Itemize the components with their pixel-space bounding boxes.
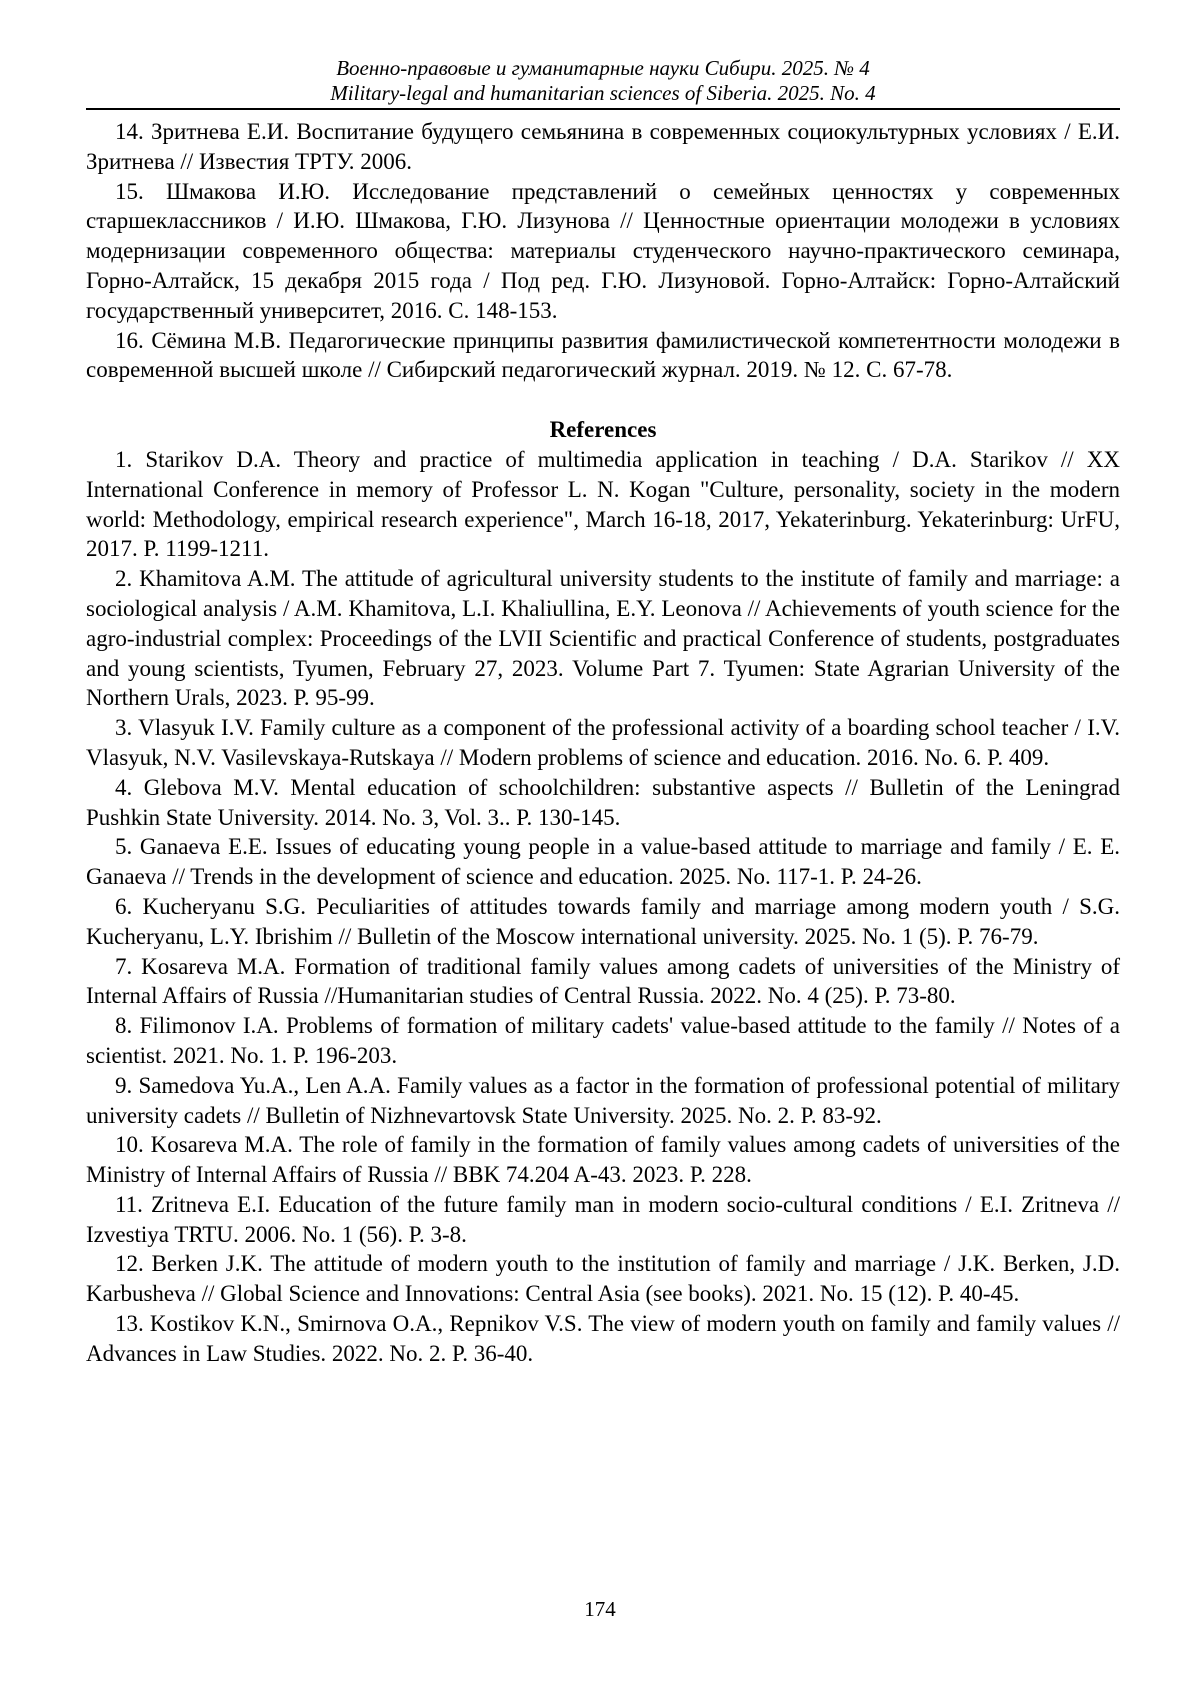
en-reference-8: 8. Filimonov I.A. Problems of formation of military cadets' value-based attitude to the family // Notes of a scientist. 2021. No. 1. P. 196-203.	[86, 1013, 1120, 1068]
en-reference-9: 9. Samedova Yu.A., Len A.A. Family values as a factor in the formation of professional potential of military university cadets // Bulletin of Nizhnevartovsk State University. 2025. No. 2. P. 83-92.	[86, 1072, 1120, 1128]
ru-reference-14: 14. Зритнева Е.И. Воспитание будущего семьянина в современных социокультурных условиях / Е.И. Зритнева // Известия ТРТУ. 2006.	[86, 119, 1120, 174]
en-reference-2: 2. Khamitova A.M. The attitude of agricultural university students to the institute of family and marriage: a sociological analysis / A.M. Khamitova, L.I. Khaliullina, E.Y. Leonova // Achievements of youth science for the agro-industrial complex: Proceedings of the LVII Scientific and practical Conference of students, postgraduates and young scientists, Tyumen, February 27, 2023. Volume Part 7. Tyumen: State Agrarian University of the Northern Urals, 2023. P. 95-99.	[86, 566, 1120, 711]
header-title-ru: Военно-правовые и гуманитарные науки Сибири. 2025. № 4	[336, 56, 870, 80]
references-heading: References	[549, 417, 657, 443]
en-reference-3: 3. Vlasyuk I.V. Family culture as a component of the professional activity of a boarding school teacher / I.V. Vlasyuk, N.V. Vasilevskaya-Rutskaya // Modern problems of science and education. 2016. No. 6. P. 409.	[86, 715, 1120, 770]
en-reference-7: 7. Kosareva M.A. Formation of traditional family values among cadets of universities of the Ministry of Internal Affairs of Russia //Humanitarian studies of Central Russia. 2022. No. 4 (25). P. 73-80.	[86, 953, 1120, 1009]
en-reference-10: 10. Kosareva M.A. The role of family in the formation of family values among cadets of universities of the Ministry of Internal Affairs of Russia // BBK 74.204 A-43. 2023. P. 228.	[86, 1132, 1120, 1188]
page-number: 174	[584, 1597, 616, 1621]
running-header	[86, 56, 1120, 106]
page-body	[86, 117, 1120, 1369]
header-rule	[86, 108, 1120, 110]
en-reference-12: 12. Berken J.K. The attitude of modern youth to the institution of family and marriage / J.K. Berken, J.D. Karbusheva // Global Science and Innovations: Central Asia (see books). 2021. No. 15 (12). P. 40-45.	[86, 1251, 1120, 1307]
en-reference-13: 13. Kostikov K.N., Smirnova O.A., Repnikov V.S. The view of modern youth on family and family values // Advances in Law Studies. 2022. No. 2. P. 36-40.	[86, 1311, 1120, 1366]
en-reference-4: 4. Glebova M.V. Mental education of schoolchildren: substantive aspects // Bulletin of the Leningrad Pushkin State University. 2014. No. 3, Vol. 3.. P. 130-145.	[86, 774, 1120, 830]
en-reference-11: 11. Zritneva E.I. Education of the future family man in modern socio-cultural conditions / E.I. Zritneva // Izvestiya TRTU. 2006. No. 1 (56). P. 3-8.	[86, 1191, 1120, 1247]
ru-reference-15: 15. Шмакова И.Ю. Исследование представлений о семейных ценностях у современных старшеклассников / И.Ю. Шмакова, Г.Ю. Лизунова // Ценностные ориентации молодежи в условиях модернизации современного общества: материалы студенческого научно-практического семинара, Горно-Алтайск, 15 декабря 2015 года / Под ред. Г.Ю. Лизуновой. Горно-Алтайск: Горно-Алтайский государственный университет, 2016. С. 148-153.	[86, 178, 1120, 323]
ru-reference-16: 16. Сёмина М.В. Педагогические принципы развития фамилистической компетентности молодежи в современной высшей школе // Сибирский педагогический журнал. 2019. № 12. С. 67-78.	[86, 327, 1120, 383]
header-title-en: Military-legal and humanitarian sciences of Siberia. 2025. No. 4	[330, 81, 876, 105]
en-reference-1: 1. Starikov D.A. Theory and practice of multimedia application in teaching / D.A. Starikov // XX International Conference in memory of Professor L. N. Kogan "Culture, personality, society in the modern world: Methodology, empirical research experience", March 16-18, 2017, Yekaterinburg. Yekaterinburg: UrFU, 2017. P. 1199-1211.	[86, 446, 1120, 562]
en-reference-5: 5. Ganaeva E.E. Issues of educating young people in a value-based attitude to marriage and family / E. E. Ganaeva // Trends in the development of science and education. 2025. No. 117-1. P. 24-26.	[86, 834, 1120, 890]
en-reference-6: 6. Kucheryanu S.G. Peculiarities of attitudes towards family and marriage among modern youth / S.G. Kucheryanu, L.Y. Ibrishim // Bulletin of the Moscow international university. 2025. No. 1 (5). P. 76-79.	[86, 893, 1120, 949]
